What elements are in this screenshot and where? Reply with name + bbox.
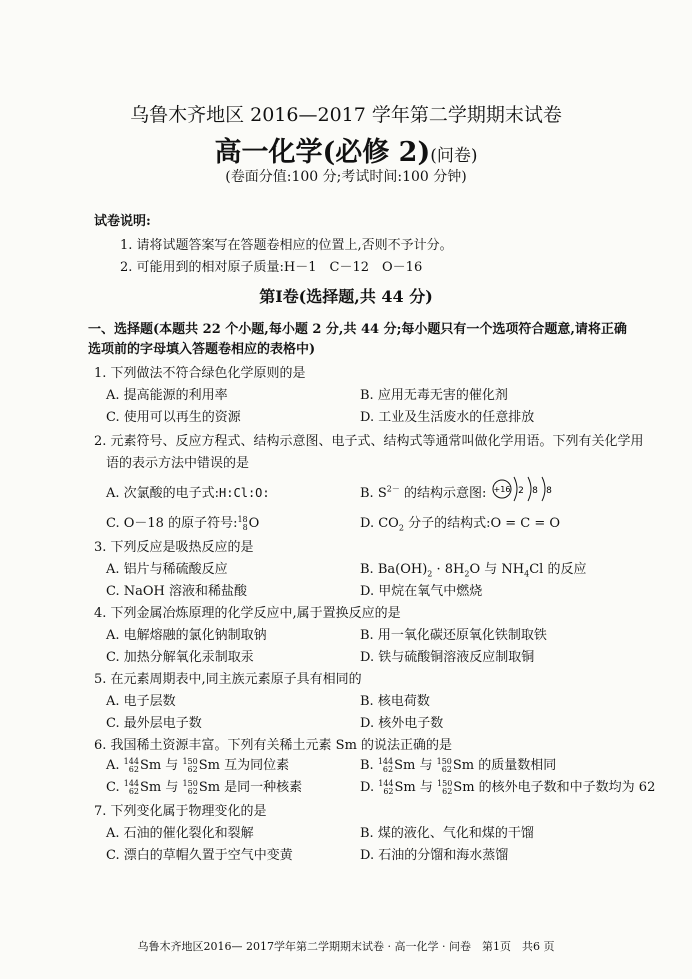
question-1-option-a: A. 提高能源的利用率	[106, 388, 228, 403]
element-symbol: Sm	[198, 780, 221, 795]
subject-title	[0, 130, 692, 169]
question-6-option-a	[106, 754, 289, 774]
formula-part: B. Ba(OH)	[360, 562, 428, 577]
ion-charge: 2－	[386, 484, 400, 494]
mass-number: 18	[237, 514, 248, 524]
question-4-option-c: C. 加热分解氧化汞制取汞	[106, 650, 254, 665]
element-symbol: Sm	[453, 780, 475, 795]
atomic-number: 62	[187, 764, 198, 774]
question-6-option-d	[360, 776, 655, 796]
option-text: 互为同位素	[219, 758, 290, 773]
option-b-suffix: 的结构示意图:	[399, 486, 487, 501]
question-3-option-d: D. 甲烷在氧气中燃烧	[360, 584, 483, 599]
element-symbol: Sm	[394, 758, 416, 773]
option-d-suffix: 分子的结构式:O = C = O	[403, 516, 561, 531]
question-4-option-a: A. 电解熔融的氯化钠制取钠	[106, 628, 267, 643]
element-symbol: Sm	[198, 758, 220, 773]
option-connector: 与	[415, 780, 438, 795]
atomic-number: 62	[187, 786, 198, 796]
question-7-option-d: D. 石油的分馏和海水蒸馏	[360, 848, 509, 863]
question-6-option-c	[106, 776, 302, 796]
question-2-option-b	[360, 482, 486, 501]
option-b-prefix: B. S	[360, 486, 387, 501]
element-symbol: O	[248, 516, 260, 531]
question-2-option-d	[360, 512, 560, 533]
element-symbol: Sm	[394, 780, 416, 795]
question-4-stem: 4. 下列金属冶炼原理的化学反应中,属于置换反应的是	[94, 606, 401, 621]
atomic-number: 62	[382, 764, 394, 774]
question-7-option-a: A. 石油的催化裂化和裂解	[106, 826, 254, 841]
option-connector: 与	[161, 758, 183, 773]
atomic-number: 8	[242, 522, 248, 532]
section-title: 第Ⅰ卷(选择题,共 44 分)	[259, 287, 433, 306]
section-intro-1: 一、选择题(本题共 22 个小题,每小题 2 分,共 44 分;每小题只有一个选项符合题意,请将正确	[88, 322, 627, 337]
question-1-option-d: D. 工业及生活废水的任意排放	[360, 410, 535, 425]
option-label: D.	[360, 780, 379, 795]
formula-part: Cl 的反应	[529, 562, 587, 577]
mass-number: 150	[182, 756, 198, 766]
page-footer: 乌鲁木齐地区2016— 2017学年第二学期期末试卷 · 高一化学 · 问卷 第1页 共6 页	[137, 940, 555, 953]
shell-3-electrons: 8	[546, 486, 552, 496]
question-5-option-d: D. 核外电子数	[360, 716, 444, 731]
mass-number: 150	[437, 778, 453, 788]
formula-subscript: 4	[524, 569, 530, 579]
instruction-2: 2. 可能用到的相对原子质量:H－1 C－12 O－16	[120, 260, 423, 275]
shell-2-electrons: 8	[532, 486, 538, 496]
option-text: 的质量数相同	[474, 758, 557, 773]
question-3-option-c: C. NaOH 溶液和稀盐酸	[106, 584, 248, 599]
option-c-prefix: C. O－18 的原子符号:	[106, 516, 238, 531]
option-connector: 与	[161, 780, 183, 795]
atomic-number: 62	[128, 764, 139, 774]
question-5-option-b: B. 核电荷数	[360, 694, 430, 709]
question-7-stem: 7. 下列变化属于物理变化的是	[94, 804, 267, 819]
question-3-option-a: A. 铝片与稀硫酸反应	[106, 562, 228, 577]
mass-number: 144	[378, 778, 394, 788]
atomic-number: 62	[128, 786, 140, 796]
question-1-stem: 1. 下列做法不符合绿色化学原则的是	[94, 366, 306, 381]
question-1-option-c: C. 使用可以再生的资源	[106, 410, 241, 425]
mass-number: 144	[377, 756, 394, 766]
option-label: B.	[360, 758, 378, 773]
question-7-option-c: C. 漂白的草帽久置于空气中变黄	[106, 848, 293, 863]
question-2-option-a	[106, 482, 270, 501]
question-5-stem: 5. 在元素周期表中,同主族元素原子具有相同的	[94, 672, 362, 687]
hypochlorous-electron-formula: H:Cl:O:	[219, 486, 270, 500]
instructions-heading: 试卷说明:	[94, 214, 151, 229]
question-2-stem-cont: 语的表示方法中错误的是	[106, 456, 250, 471]
option-connector: 与	[415, 758, 437, 773]
section-intro-2: 选项前的字母填入答题卷相应的表格中)	[88, 342, 316, 357]
instruction-1: 1. 请将试题答案写在答题卷相应的位置上,否则不予计分。	[120, 238, 453, 253]
question-1-option-b: B. 应用无毒无害的催化剂	[360, 388, 508, 403]
exam-meta: (卷面分值:100 分;考试时间:100 分钟)	[225, 169, 467, 185]
formula-part: O 与 NH	[469, 562, 525, 577]
co2-subscript: 2	[398, 523, 404, 533]
option-label: A.	[106, 758, 124, 773]
question-7-option-b: B. 煤的液化、气化和煤的干馏	[360, 826, 534, 841]
sulfide-ion-structure-diagram	[490, 472, 560, 506]
subject-name: 高一化学(必修 2)	[214, 137, 431, 168]
option-d-prefix: D. CO	[360, 516, 399, 531]
mass-number: 150	[436, 756, 452, 766]
option-text: 是同一种核素	[220, 780, 303, 795]
question-4-option-d: D. 铁与硫酸铜溶液反应制取铜	[360, 650, 535, 665]
formula-subscript: 2	[427, 569, 433, 579]
question-6-option-b	[360, 754, 556, 774]
question-5-option-a: A. 电子层数	[106, 694, 176, 709]
formula-subscript: 2	[464, 569, 470, 579]
formula-part: · 8H	[432, 562, 465, 577]
shell-arc-2	[528, 477, 531, 501]
question-2-option-c	[106, 512, 259, 532]
question-3-stem: 3. 下列反应是吸热反应的是	[94, 540, 254, 555]
option-text: 的核外电子数和中子数均为 62	[474, 780, 656, 795]
shell-arc-3	[542, 477, 545, 501]
element-symbol: Sm	[452, 758, 475, 773]
mass-number: 150	[182, 778, 198, 788]
element-symbol: Sm	[139, 758, 162, 773]
nucleus-charge: +16	[493, 485, 511, 494]
question-6-stem: 6. 我国稀土资源丰富。下列有关稀土元素 Sm 的说法正确的是	[94, 738, 453, 753]
question-3-option-b	[360, 558, 586, 579]
shell-arc-1	[514, 477, 517, 501]
mass-number: 144	[123, 778, 140, 788]
paper-type: (问卷)	[430, 146, 478, 166]
element-symbol: Sm	[140, 780, 162, 795]
exam-title: 乌鲁木齐地区 2016—2017 学年第二学期期末试卷	[130, 104, 562, 126]
question-4-option-b: B. 用一氧化碳还原氧化铁制取铁	[360, 628, 547, 643]
question-2-stem: 2. 元素符号、反应方程式、结构示意图、电子式、结构式等通常叫做化学用语。下列有关化学用	[94, 434, 644, 449]
mass-number: 144	[123, 756, 139, 766]
question-5-option-c: C. 最外层电子数	[106, 716, 202, 731]
atomic-number: 62	[442, 786, 453, 796]
atomic-number: 62	[441, 764, 452, 774]
option-a-prefix: A. 次氯酸的电子式:	[106, 486, 220, 501]
shell-1-electrons: 2	[518, 486, 524, 496]
atomic-number: 62	[383, 786, 394, 796]
option-label: C.	[106, 780, 124, 795]
